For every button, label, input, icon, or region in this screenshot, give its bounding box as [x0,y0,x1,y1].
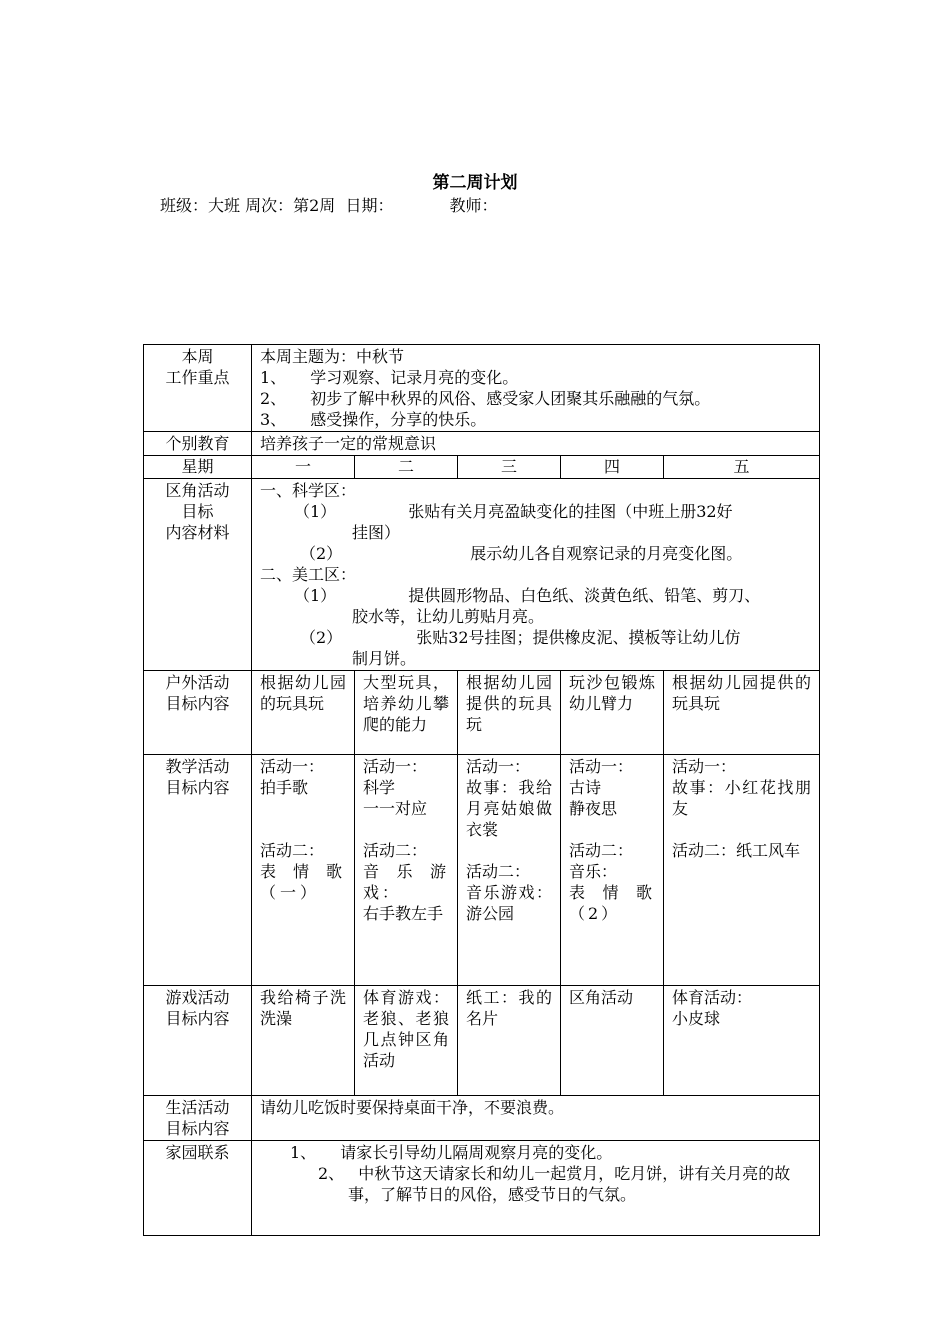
corner-header-line3: 内容材料 [165,523,230,542]
game-cell-5-line2: 小皮球 [672,1009,721,1028]
art-title: 二、美工区： [260,565,357,584]
game-cell-2: 体育游戏：老狼、老狼几点钟区角活动 [355,986,458,1096]
outdoor-cell-5: 根据幼儿园提供的玩具玩 [664,671,820,755]
art-item-1-cont: 胶水等，让幼儿剪贴月亮。 [352,607,545,626]
activity-text: 音乐游戏： [363,862,449,902]
row-corner [144,479,820,671]
focus-theme: 本周主题为：中秋节 [260,347,405,366]
row-teaching [144,755,820,986]
game-header-line1: 游戏活动 [165,988,230,1007]
life-content: 请幼儿吃饭时要保持桌面干净，不要浪费。 [252,1096,820,1141]
activity-label: 活动二： [260,841,325,860]
life-header-line2: 目标内容 [165,1119,230,1138]
weekday-2: 二 [355,456,458,479]
weekday-1: 一 [252,456,355,479]
header-info [160,193,497,216]
activity-text: 表情歌（2） [569,883,655,923]
science-item-1-cont: 挂图） [352,523,401,542]
date-label: 日期： [345,196,394,215]
activity-text: 故事：我给月亮姑娘做衣裳 [466,778,552,839]
activity-text: 右手教左手 [363,904,444,923]
science-item-1: （1） 张贴有关月亮盈缺变化的挂图（中班上册32好 [294,502,733,521]
weekday-5: 五 [664,456,820,479]
home-item-2: 2、 中秋节这天请家长和幼儿一起赏月，吃月饼，讲有关月亮的故事，了解节日的风俗，感受节日的气氛。 [318,1164,791,1204]
focus-header-line2: 工作重点 [165,368,230,387]
activity-label: 活动一： [260,757,325,776]
focus-header-line1: 本周 [181,347,214,366]
life-header [144,1096,252,1141]
outdoor-cell-4: 玩沙包锻炼幼儿臂力 [561,671,664,755]
focus-item: 2、 初步了解中秋界的风俗、感受家人团聚其乐融融的气氛。 [260,389,711,408]
activity-text: 拍手歌 [260,778,309,797]
game-header [144,986,252,1096]
game-cell-3: 纸工：我的名片 [458,986,561,1096]
individual-header: 个别教育 [144,432,252,456]
outdoor-header [144,671,252,755]
activity-label: 活动一： [672,757,737,776]
corner-content [252,479,820,671]
art-item-1: （1） 提供圆形物品、白色纸、淡黄色纸、铅笔、剪刀、 [294,586,761,605]
game-cell-4: 区角活动 [561,986,664,1096]
home-item-1: 1、 请家长引导幼儿隔周观察月亮的变化。 [290,1143,613,1162]
activity-text: 故事：小红花找朋友 [672,778,812,818]
weekday-3: 三 [458,456,561,479]
activity-text: 古诗 [569,778,602,797]
activity-text: 科学 [363,778,396,797]
individual-content: 培养孩子一定的常规意识 [252,432,820,456]
focus-header [144,345,252,432]
game-header-line2: 目标内容 [165,1009,230,1028]
focus-item: 3、 感受操作，分享的快乐。 [260,410,487,429]
row-life [144,1096,820,1141]
teaching-header [144,755,252,986]
outdoor-cell-1: 根据幼儿园的玩具玩 [252,671,355,755]
teaching-header-line1: 教学活动 [165,757,230,776]
activity-text: 表情歌（一） [260,862,346,902]
teaching-cell-1 [252,755,355,986]
activity-label: 活动一： [363,757,428,776]
week-label: 周次：第2周 [245,196,336,215]
weekly-plan-table [143,344,820,1236]
art-item-2-cont: 制月饼。 [352,649,417,668]
activity-label: 活动二： [466,862,531,881]
activity-text: 静夜思 [569,799,618,818]
outdoor-cell-2: 大型玩具，培养幼儿攀爬的能力 [355,671,458,755]
science-item-2: （2） 展示幼儿各自观察记录的月亮变化图。 [300,544,743,563]
teaching-cell-3 [458,755,561,986]
life-header-line1: 生活活动 [165,1098,230,1117]
teaching-cell-2 [355,755,458,986]
activity-text: 活动二：纸工风车 [672,841,801,860]
weekday-header: 星期 [144,456,252,479]
teaching-cell-4 [561,755,664,986]
activity-label: 活动二： [569,841,634,860]
class-label: 班级：大班 [160,196,241,215]
weekday-4: 四 [561,456,664,479]
page-title: 第二周计划 [432,173,518,193]
row-individual [144,432,820,456]
activity-label: 活动二： [363,841,428,860]
outdoor-header-line2: 目标内容 [165,694,230,713]
teacher-label: 教师： [449,196,498,215]
activity-text: 音乐游戏：游公园 [466,883,552,923]
home-content [252,1141,820,1236]
game-cell-1: 我给椅子洗洗澡 [252,986,355,1096]
science-title: 一、科学区： [260,481,357,500]
teaching-header-line2: 目标内容 [165,778,230,797]
corner-header-line2: 目标 [181,502,214,521]
focus-content [252,345,820,432]
activity-text: 音乐： [569,862,618,881]
row-game [144,986,820,1096]
focus-item: 1、 学习观察、记录月亮的变化。 [260,368,519,387]
art-item-2: （2） 张贴32号挂图；提供橡皮泥、摸板等让幼儿仿 [300,628,741,647]
row-home [144,1141,820,1236]
home-header: 家园联系 [144,1141,252,1236]
corner-header-line1: 区角活动 [165,481,230,500]
row-weekdays [144,456,820,479]
activity-label: 活动一： [466,757,531,776]
activity-label: 活动一： [569,757,634,776]
outdoor-cell-3: 根据幼儿园提供的玩具玩 [458,671,561,755]
row-focus [144,345,820,432]
outdoor-header-line1: 户外活动 [165,673,230,692]
game-cell-5 [664,986,820,1096]
row-outdoor [144,671,820,755]
activity-text: 一一对应 [363,799,428,818]
corner-header [144,479,252,671]
game-cell-5-line1: 体育活动： [672,988,753,1007]
teaching-cell-5 [664,755,820,986]
